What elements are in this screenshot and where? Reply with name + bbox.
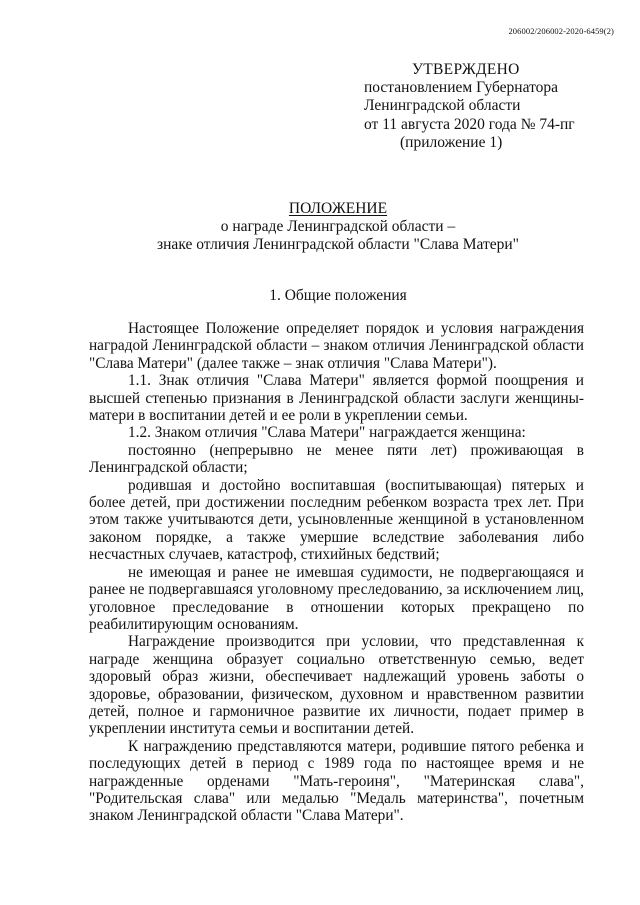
approval-annex: (приложение 1) <box>400 133 503 151</box>
title-main: ПОЛОЖЕНИЕ <box>288 200 388 217</box>
approval-line-2: Ленинградской области <box>364 97 521 115</box>
paragraph: Награждение производится при условии, что представленная к награде женщина образует социально ответственную семью, ведет здоровый образ жизни, обеспечивает надлежащий уровень заботы о здоровье, образовании, физическом, духовном и нравственном развитии детей, полное и гармоничное развитие их личности, подает пример в укреплении института семьи и воспитании детей. <box>89 633 584 738</box>
paragraph: родившая и достойно воспитавшая (воспитывающая) пятерых и более детей, при достижении последним ребенком возраста трех лет. При этом также учитываются дети, усыновленные женщиной в установленном законом порядке, а также умершие вследствие заболевания либо несчастных случаев, катастроф, стихийных бедствий; <box>89 476 584 564</box>
approval-heading: УТВЕРЖДЕНО <box>412 61 520 78</box>
document-id: 206002/206002-2020-6459(2) <box>508 26 614 36</box>
approval-line-1: постановлением Губернатора <box>364 79 559 97</box>
paragraph: К награждению представляются матери, родившие пятого ребенка и последующих детей в период с 1989 года по настоящее время и не награжденные орденами "Мать-героиня", "Материнская слава", "Родительская слава" или медалью "Медаль материнства", почетным знаком Ленинградской области "Слава Матери". <box>89 737 584 825</box>
title-subtitle-2: знаке отличия Ленинградской области "Слава Матери" <box>157 236 519 253</box>
paragraph: 1.1. Знак отличия "Слава Матери" является формой поощрения и высшей степенью признания в Ленинградской области заслуги женщины-матери в воспитании детей и ее роли в укреплении семьи. <box>89 372 584 425</box>
paragraph: не имеющая и ранее не имевшая судимости, не подвергающаяся и ранее не подвергавшаяся уголовному преследованию, за исключением лиц, уголовное преследование в отношении которых прекращено по реабилитирующим основаниям. <box>89 563 584 633</box>
paragraph: 1.2. Знаком отличия "Слава Матери" награждается женщина: <box>128 424 526 442</box>
approval-line-3: от 11 августа 2020 года № 74-пг <box>364 115 575 133</box>
paragraph: постоянно (непрерывно не менее пяти лет) проживающая в Ленинградской области; <box>89 441 584 477</box>
document-title <box>0 200 640 254</box>
paragraph: Настоящее Положение определяет порядок и условия награждения наградой Ленинградской области – знаком отличия Ленинградской области "Слава Матери" (далее также – знак отличия "Слава Матери"). <box>89 320 584 372</box>
title-subtitle-1: о награде Ленинградской области – <box>220 218 456 235</box>
section-heading: 1. Общие положения <box>269 287 407 304</box>
approval-stamp <box>364 61 575 152</box>
document-body <box>89 320 584 825</box>
